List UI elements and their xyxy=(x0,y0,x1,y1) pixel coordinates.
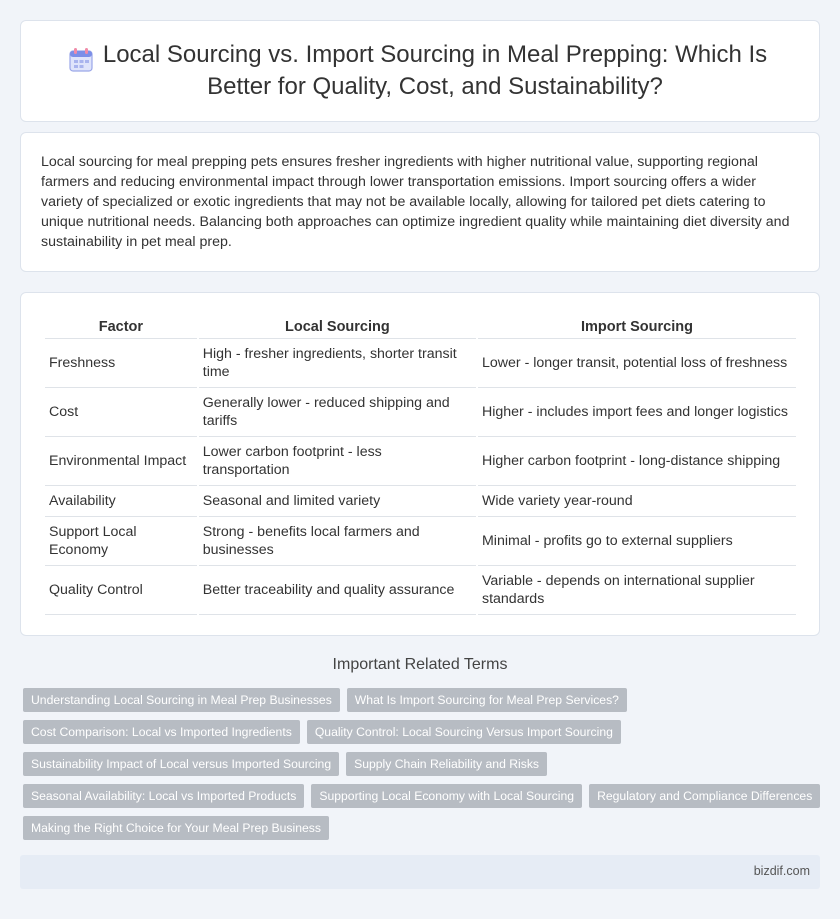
intro-card xyxy=(20,132,820,272)
related-term-tag[interactable]: Quality Control: Local Sourcing Versus Import Sourcing xyxy=(307,720,621,744)
header-factor: Factor xyxy=(45,316,197,339)
related-term-tag[interactable]: Cost Comparison: Local vs Imported Ingredients xyxy=(23,720,300,744)
table-row xyxy=(45,437,796,486)
factor-cell: Freshness xyxy=(45,339,197,388)
local-cell: Better traceability and quality assurance xyxy=(199,566,476,615)
factor-cell: Support Local Economy xyxy=(45,517,197,566)
related-terms-title: Important Related Terms xyxy=(332,656,508,673)
related-term-tag[interactable]: Supporting Local Economy with Local Sourcing xyxy=(311,784,582,808)
page-title: Local Sourcing vs. Import Sourcing in Meal Prepping: Which Is Better for Quality, Cost, and Sustainability? xyxy=(102,41,768,100)
local-cell: Lower carbon footprint - less transportation xyxy=(199,437,476,486)
factor-cell: Quality Control xyxy=(45,566,197,615)
related-term-tag[interactable]: What Is Import Sourcing for Meal Prep Services? xyxy=(347,688,627,712)
related-term-tag[interactable]: Sustainability Impact of Local versus Imported Sourcing xyxy=(23,752,339,776)
local-cell: Generally lower - reduced shipping and tariffs xyxy=(199,388,476,437)
header-local-sourcing: Local Sourcing xyxy=(199,316,476,339)
table-row xyxy=(45,566,796,615)
related-term-tag[interactable]: Supply Chain Reliability and Risks xyxy=(346,752,547,776)
footer xyxy=(20,855,820,889)
related-term-tag[interactable]: Making the Right Choice for Your Meal Prep Business xyxy=(23,816,329,840)
table-row xyxy=(45,388,796,437)
table-row xyxy=(45,339,796,388)
factor-cell: Cost xyxy=(45,388,197,437)
related-terms-list xyxy=(23,688,823,848)
import-cell: Higher - includes import fees and longer logistics xyxy=(478,388,796,437)
local-cell: Strong - benefits local farmers and businesses xyxy=(199,517,476,566)
table-header-row xyxy=(45,316,796,339)
related-term-tag[interactable]: Understanding Local Sourcing in Meal Prep Businesses xyxy=(23,688,340,712)
header-import-sourcing: Import Sourcing xyxy=(478,316,796,339)
import-cell: Lower - longer transit, potential loss of freshness xyxy=(478,339,796,388)
title-card xyxy=(20,20,820,122)
local-cell: High - fresher ingredients, shorter transit time xyxy=(199,339,476,388)
comparison-card xyxy=(20,292,820,636)
table-row xyxy=(45,517,796,566)
factor-cell: Environmental Impact xyxy=(45,437,197,486)
intro-paragraph: Local sourcing for meal prepping pets ensures fresher ingredients with higher nutritional value, supporting regional farmers and reducing environmental impact through lower transportation emissions. Import sourcing offers a wider variety of specialized or exotic ingredients that may not be available locally, allowing for tailored pet diets catering to unique nutritional needs. Balancing both approaches can optimize ingredient quality while maintaining diet diversity and sustainability in pet meal prep. xyxy=(41,154,790,250)
import-cell: Wide variety year-round xyxy=(478,486,796,517)
table-row xyxy=(45,486,796,517)
related-term-tag[interactable]: Seasonal Availability: Local vs Imported Products xyxy=(23,784,304,808)
local-cell: Seasonal and limited variety xyxy=(199,486,476,517)
import-cell: Minimal - profits go to external suppliers xyxy=(478,517,796,566)
import-cell: Variable - depends on international supplier standards xyxy=(478,566,796,615)
import-cell: Higher carbon footprint - long-distance shipping xyxy=(478,437,796,486)
comparison-table xyxy=(43,316,798,615)
related-term-tag[interactable]: Regulatory and Compliance Differences xyxy=(589,784,820,808)
footer-site-link[interactable]: bizdif.com xyxy=(753,864,810,878)
factor-cell: Availability xyxy=(45,486,197,517)
